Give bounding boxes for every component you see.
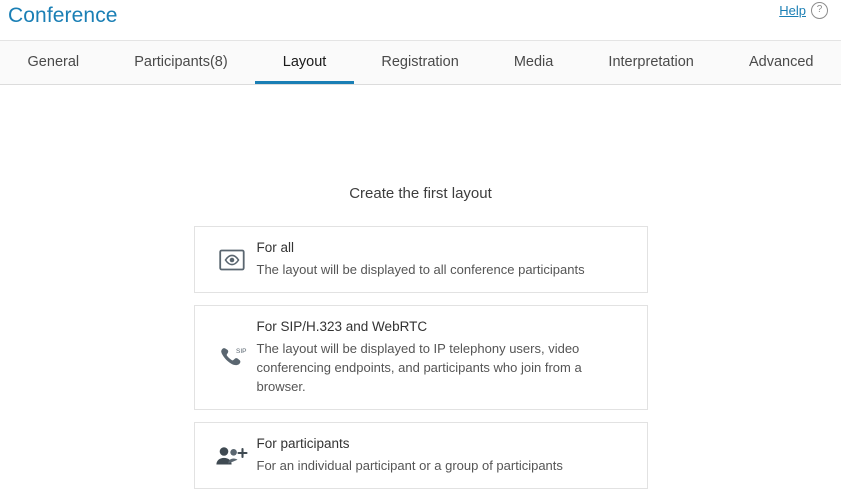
layout-option-for-participants-body — [253, 436, 631, 475]
tab-media[interactable]: Media — [513, 54, 554, 70]
tab-general[interactable]: General — [27, 54, 80, 70]
tab-registration[interactable]: Registration — [381, 54, 459, 70]
tab-layout[interactable]: Layout — [255, 41, 354, 84]
layout-option-for-sip-webrtc-body — [253, 319, 631, 396]
create-layout-heading: Create the first layout — [349, 185, 492, 202]
tab-advanced[interactable]: Advanced — [748, 54, 814, 70]
tab-bar — [0, 40, 841, 85]
layout-option-title: For participants — [256, 436, 350, 451]
layout-option-for-all[interactable] — [194, 226, 648, 293]
app-header — [0, 0, 841, 40]
tab-interpretation[interactable]: Interpretation — [608, 54, 694, 70]
layout-option-title: For all — [256, 240, 295, 255]
add-participants-icon — [211, 444, 253, 468]
page-title: Conference — [8, 4, 118, 27]
sip-phone-icon — [211, 344, 253, 372]
layout-option-description: The layout will be displayed to IP telephony users, video conferencing endpoints, and participants who join from a browser. — [256, 341, 582, 394]
layout-option-list — [194, 226, 648, 489]
layout-option-for-all-body — [253, 240, 631, 279]
layout-option-title: For SIP/H.323 and WebRTC — [256, 319, 428, 334]
layout-option-for-participants[interactable] — [194, 422, 648, 489]
svg-text:SIP: SIP — [235, 347, 246, 355]
help-group — [779, 2, 828, 19]
layout-option-description: For an individual participant or a group of participants — [256, 458, 563, 473]
layout-content — [0, 85, 841, 497]
eye-in-frame-icon — [211, 248, 253, 272]
help-link[interactable]: Help — [779, 3, 806, 18]
tab-participants[interactable]: Participants(8) — [134, 54, 228, 70]
layout-option-description: The layout will be displayed to all conference participants — [256, 262, 585, 277]
layout-option-for-sip-webrtc[interactable] — [194, 305, 648, 410]
question-circle-icon[interactable]: ? — [811, 2, 828, 19]
